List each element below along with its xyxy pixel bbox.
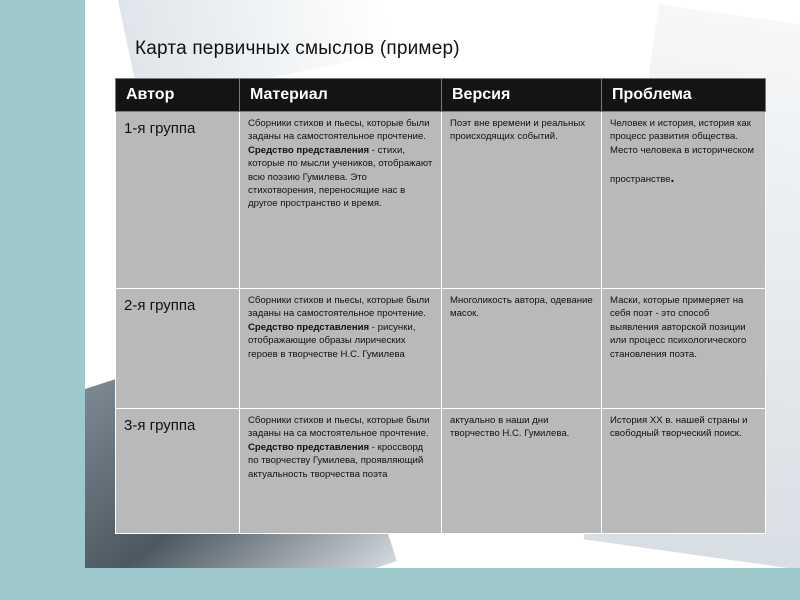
header-material: Материал — [240, 79, 442, 112]
table-row — [116, 289, 766, 409]
material-detail: - рисунки, отображающие образы лирических героев в творчестве Н.С. Гумилева — [248, 321, 416, 360]
version-cell: Многоликость автора, одевание масок. — [442, 289, 602, 409]
material-detail: - стихи, которые по мысли учеников, отображают всю поэзию Гумилева. Это стихотворения, переносящие нас в другое пространство и время. — [248, 144, 433, 210]
header-version: Версия — [442, 79, 602, 112]
group-cell: 3-я группа — [116, 409, 240, 534]
material-text: Сборники стихов и пьесы, которые были заданы на самостоятельное прочтение. — [248, 295, 430, 320]
version-cell: Поэт вне времени и реальных происходящих событий. — [442, 112, 602, 289]
material-label: Средство представления — [248, 144, 370, 156]
table-header-row — [116, 79, 766, 112]
material-cell — [240, 409, 442, 534]
material-text: Сборники стихов и пьесы, которые были заданы на са мостоятельное прочтение. — [248, 415, 430, 440]
table-row — [116, 409, 766, 534]
material-cell — [240, 112, 442, 289]
material-detail: - кроссворд по творчеству Гумилева, проявляющий актуальность творчества поэта — [248, 441, 424, 480]
problem-cell: История XX в. нашей страны и свободный творческий поиск. — [602, 409, 766, 534]
problem-tail: пространстве — [610, 173, 671, 185]
meanings-table — [115, 78, 766, 534]
material-label: Средство представления — [248, 321, 370, 333]
header-problem: Проблема — [602, 79, 766, 112]
problem-dot: . — [670, 168, 675, 185]
material-cell — [240, 289, 442, 409]
footer-strip — [0, 568, 800, 600]
slide-title: Карта первичных смыслов (пример) — [135, 38, 460, 59]
material-text: Сборники стихов и пьесы, которые были заданы на самостоятельное прочтение. — [248, 118, 430, 143]
group-cell: 1-я группа — [116, 112, 240, 289]
group-cell: 2-я группа — [116, 289, 240, 409]
slide — [85, 0, 800, 568]
material-label: Средство представления — [248, 441, 370, 453]
problem-cell: Маски, которые примеряет на себя поэт - это способ выявления авторской позиции или процесс психологического становления поэта. — [602, 289, 766, 409]
header-author: Автор — [116, 79, 240, 112]
problem-text: Человек и история, история как процесс развития общества. Место человека в историческом — [610, 118, 754, 156]
version-cell: актуально в наши дни творчество Н.С. Гумилева. — [442, 409, 602, 534]
table-row — [116, 112, 766, 289]
problem-cell — [602, 112, 766, 289]
